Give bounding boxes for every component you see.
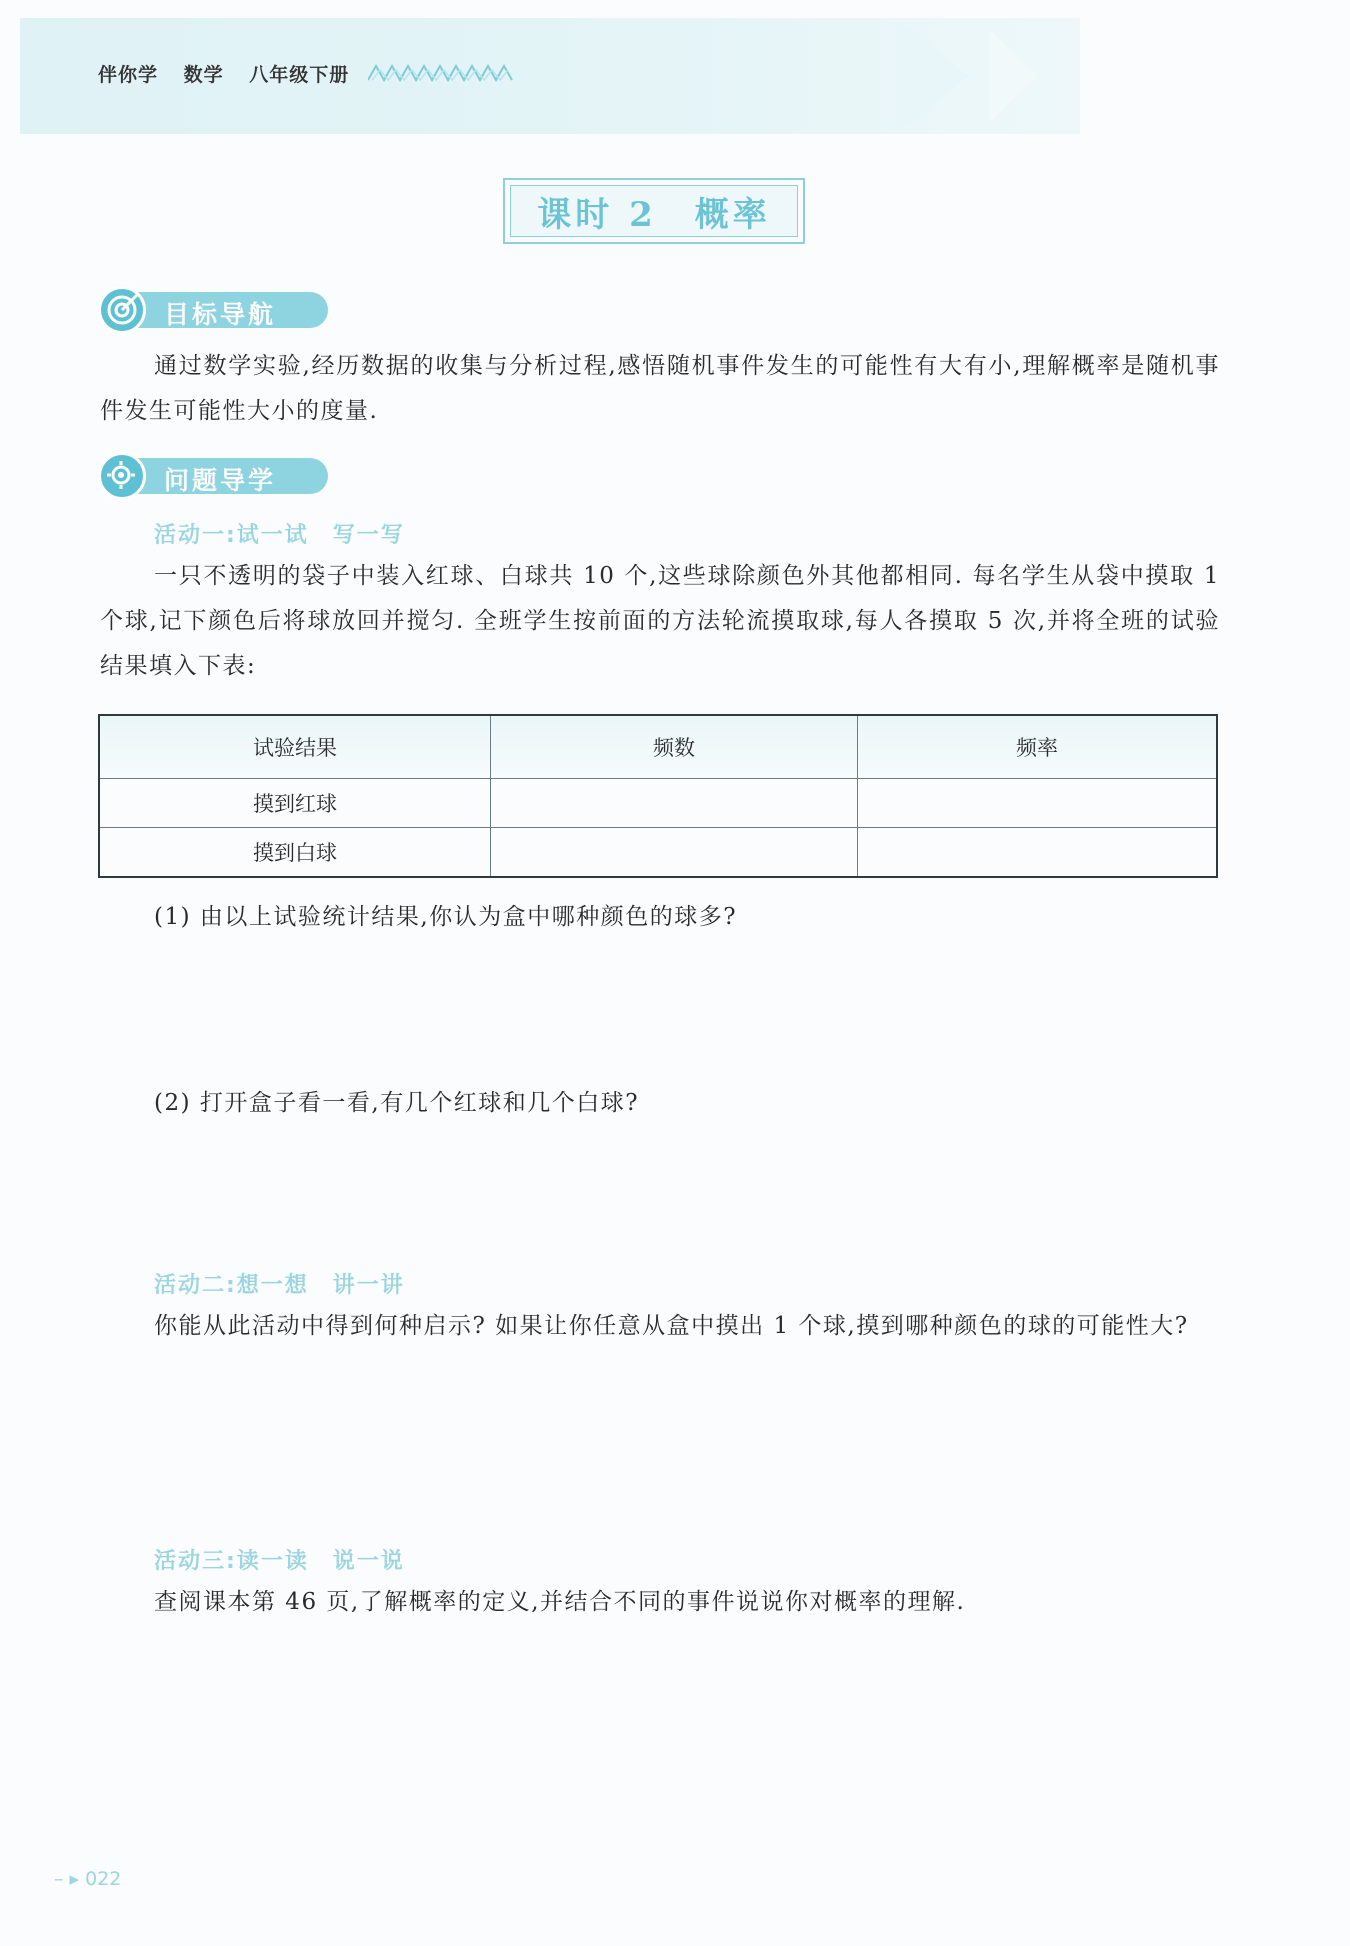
goal-text: 通过数学实验,经历数据的收集与分析过程,感悟随机事件发生的可能性有大有小,理解概率是随机事件发生可能性大小的度量. (100, 353, 1220, 424)
zigzag-decoration-icon (368, 64, 514, 82)
header-arrow-decoration (895, 18, 969, 134)
question-1: (1) 由以上试验统计结果,你认为盒中哪种颜色的球多? (154, 904, 738, 930)
header-subject: 数学 (183, 64, 224, 86)
table-header: 频数 (491, 715, 858, 779)
target-icon (98, 286, 146, 334)
gear-head-icon (98, 452, 146, 500)
table-cell[interactable] (858, 828, 1218, 878)
activity1-text: 一只不透明的袋子中装入红球、白球共 10 个,这些球除颜色外其他都相同. 每名学生从袋中摸取 1 个球,记下颜色后将球放回并搅匀. 全班学生按前面的方法轮流摸取球,每人各摸取 5 次,并将全班的试验结果填入下表: (100, 563, 1220, 679)
table-row (99, 828, 1217, 878)
header-arrow-decoration-2 (990, 30, 1038, 122)
table-cell[interactable] (491, 828, 858, 878)
goal-badge-label: 目标导航 (164, 300, 277, 329)
results-table (98, 714, 1218, 878)
table-header: 频率 (858, 715, 1218, 779)
header-text (98, 60, 367, 87)
activity3-title: 活动三:读一读 说一说 (154, 1549, 405, 1574)
guide-badge-label: 问题导学 (164, 466, 277, 495)
table-cell: 摸到红球 (99, 779, 491, 828)
question-2: (2) 打开盒子看一看,有几个红球和几个白球? (154, 1090, 640, 1116)
activity1-title: 活动一:试一试 写一写 (154, 523, 405, 548)
table-header: 试验结果 (99, 715, 491, 779)
table-header-row (99, 715, 1217, 779)
header-book: 伴你学 (98, 64, 159, 86)
lesson-title: 课时 2 概率 (510, 185, 798, 237)
table-row (99, 779, 1217, 828)
lesson-title-box (503, 178, 805, 244)
activity3-text: 查阅课本第 46 页,了解概率的定义,并结合不同的事件说说你对概率的理解. (154, 1589, 966, 1615)
header-grade: 八年级下册 (249, 64, 350, 86)
page-number-arrow-icon: – ▸ (54, 1868, 86, 1890)
activity2-title: 活动二:想一想 讲一讲 (154, 1273, 405, 1298)
guide-badge (98, 452, 338, 496)
table-cell[interactable] (858, 779, 1218, 828)
goal-badge (98, 286, 338, 330)
page-number (54, 1868, 121, 1890)
activity2-text: 你能从此活动中得到何种启示? 如果让你任意从盒中摸出 1 个球,摸到哪种颜色的球的可能性大? (154, 1313, 1189, 1339)
table-cell[interactable] (491, 779, 858, 828)
table-cell: 摸到白球 (99, 828, 491, 878)
page-number-value: 022 (85, 1868, 122, 1890)
